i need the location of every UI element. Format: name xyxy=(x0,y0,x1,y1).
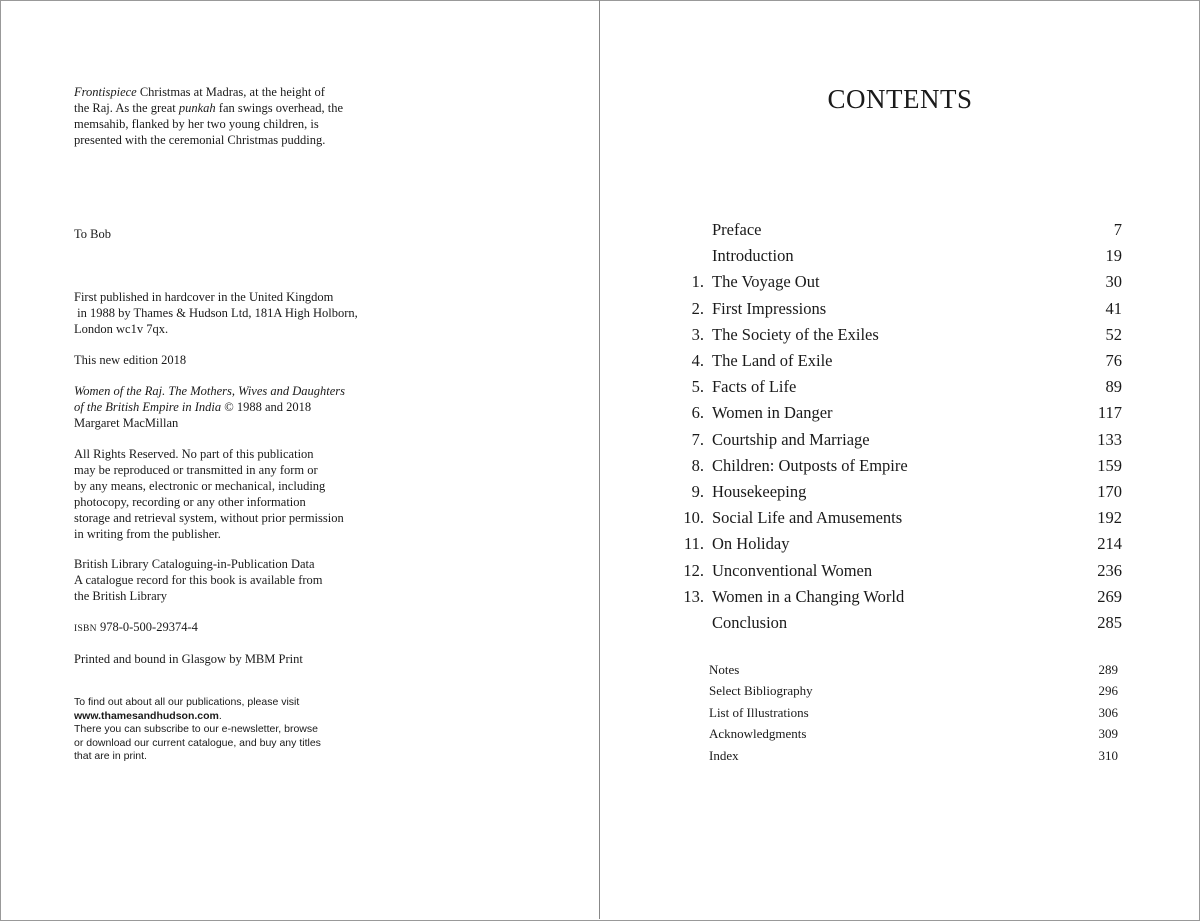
contents-entry xyxy=(600,403,1200,429)
contents-entry xyxy=(600,351,1200,377)
chapter-title: Children: Outposts of Empire xyxy=(712,455,908,475)
chapter-title: The Land of Exile xyxy=(712,351,833,370)
page-number: 52 xyxy=(1105,324,1122,344)
chapter-number: 4. xyxy=(691,351,704,370)
cip-data: British Library Cataloguing-in-Publication Data A catalogue record for this book is available from the British Library xyxy=(74,557,323,603)
contents-entry xyxy=(600,430,1200,456)
contents-entry xyxy=(600,482,1200,508)
copyright-notice: Women of the Raj. The Mothers, Wives and Daughters of the British Empire in India © 1988 and 2018 Margaret MacMillan xyxy=(74,384,346,430)
page-number: 30 xyxy=(1105,272,1122,292)
edition-note: This new edition 2018 xyxy=(74,353,187,367)
page-number: 170 xyxy=(1097,482,1122,501)
page-number: 89 xyxy=(1105,377,1122,397)
page-number: 306 xyxy=(1098,704,1118,720)
contents-entry xyxy=(600,220,1200,246)
contents-entry xyxy=(600,561,1200,587)
back-matter-entry xyxy=(600,705,1200,725)
page-number: 214 xyxy=(1097,534,1122,554)
page-number: 192 xyxy=(1097,508,1122,528)
chapter-number: 11. xyxy=(683,534,704,554)
back-matter-title: Index xyxy=(709,747,739,763)
contents-entry xyxy=(600,246,1200,272)
back-matter-entry xyxy=(600,748,1200,768)
contents-entry xyxy=(600,613,1200,639)
back-matter-title: List of Illustrations xyxy=(709,704,809,720)
dedication: To Bob xyxy=(74,227,111,241)
chapter-title: The Society of the Exiles xyxy=(712,324,879,344)
contents-entry xyxy=(600,377,1200,403)
chapter-number: 10. xyxy=(683,508,704,528)
back-matter-title: Notes xyxy=(709,662,740,677)
page-number: 296 xyxy=(1098,683,1118,699)
contents-entry xyxy=(600,325,1200,351)
contents-entry xyxy=(600,456,1200,482)
chapter-title: Courtship and Marriage xyxy=(712,429,870,449)
chapter-number: 1. xyxy=(691,272,704,292)
page-number: 236 xyxy=(1097,560,1122,580)
back-matter-entry xyxy=(600,726,1200,746)
chapter-number: 6. xyxy=(691,403,704,423)
back-matter-entry xyxy=(600,662,1200,682)
back-matter-title: Acknowledgments xyxy=(709,726,807,742)
page-number: 117 xyxy=(1097,403,1122,423)
chapter-title: Women in Danger xyxy=(712,403,833,423)
page-number: 269 xyxy=(1097,586,1122,606)
back-matter-entry xyxy=(600,683,1200,703)
chapter-title: Housekeeping xyxy=(712,482,807,501)
page-number: 7 xyxy=(1113,220,1122,239)
chapter-number: 13. xyxy=(683,586,704,606)
contents-entry xyxy=(600,299,1200,325)
chapter-title: Unconventional Women xyxy=(712,560,873,580)
frontispiece-caption: Frontispiece Christmas at Madras, at the height of the Raj. As the great punkah fan swings overhead, the memsahib, flanked by her two young children, is presented with the ceremonial Christmas pudding. xyxy=(74,85,344,147)
page-number: 309 xyxy=(1098,726,1118,742)
chapter-title: First Impressions xyxy=(712,298,827,318)
chapter-title: On Holiday xyxy=(712,534,790,554)
page-number: 310 xyxy=(1098,747,1118,763)
chapter-number: 7. xyxy=(691,429,704,449)
page-number: 76 xyxy=(1105,351,1122,370)
chapter-number: 8. xyxy=(691,455,704,475)
chapter-title: The Voyage Out xyxy=(712,272,820,292)
chapter-title: Women in a Changing World xyxy=(712,586,905,606)
chapter-title: Preface xyxy=(712,220,762,239)
chapter-number: 12. xyxy=(683,560,704,580)
chapter-title: Introduction xyxy=(712,246,794,266)
chapter-title: Conclusion xyxy=(712,613,788,632)
contents-title: CONTENTS xyxy=(827,84,973,114)
chapter-number: 5. xyxy=(691,377,704,397)
chapter-title: Social Life and Amusements xyxy=(712,508,903,528)
printer-note: Printed and bound in Glasgow by MBM Print xyxy=(74,652,303,666)
chapter-number: 2. xyxy=(691,298,704,318)
contents-entry xyxy=(600,508,1200,534)
publisher-website-link[interactable]: www.thamesandhudson.com xyxy=(74,709,219,722)
page-number: 285 xyxy=(1097,613,1122,632)
page-number: 159 xyxy=(1097,455,1122,475)
isbn: ISBN 978-0-500-29374-4 xyxy=(74,620,198,634)
page-number: 41 xyxy=(1105,298,1122,318)
contents-entry xyxy=(600,534,1200,560)
page-number: 19 xyxy=(1105,246,1122,266)
chapter-number: 9. xyxy=(691,482,704,501)
page-number: 133 xyxy=(1097,429,1122,449)
chapter-title: Facts of Life xyxy=(712,377,797,397)
rights-notice: All Rights Reserved. No part of this publication may be reproduced or transmitted in any form or by any means, electronic or mechanical, including photocopy, recording or any other information storage and retrieval system, without prior permission in writing from the publisher. xyxy=(74,447,344,541)
page-number: 289 xyxy=(1098,662,1118,677)
back-matter-title: Select Bibliography xyxy=(709,683,813,699)
publisher-info: To find out about all our publications, please visit www.thamesandhudson.com. There you can subscribe to our e-newsletter, browse or download our current catalogue, and buy any titles that are in print. xyxy=(74,696,321,762)
first-published: First published in hardcover in the United Kingdom in 1988 by Thames & Hudson Ltd, 181A High Holborn, London wc1v 7qx. xyxy=(74,290,358,336)
contents-entry xyxy=(600,272,1200,298)
contents-entry xyxy=(600,587,1200,613)
chapter-number: 3. xyxy=(691,324,704,344)
